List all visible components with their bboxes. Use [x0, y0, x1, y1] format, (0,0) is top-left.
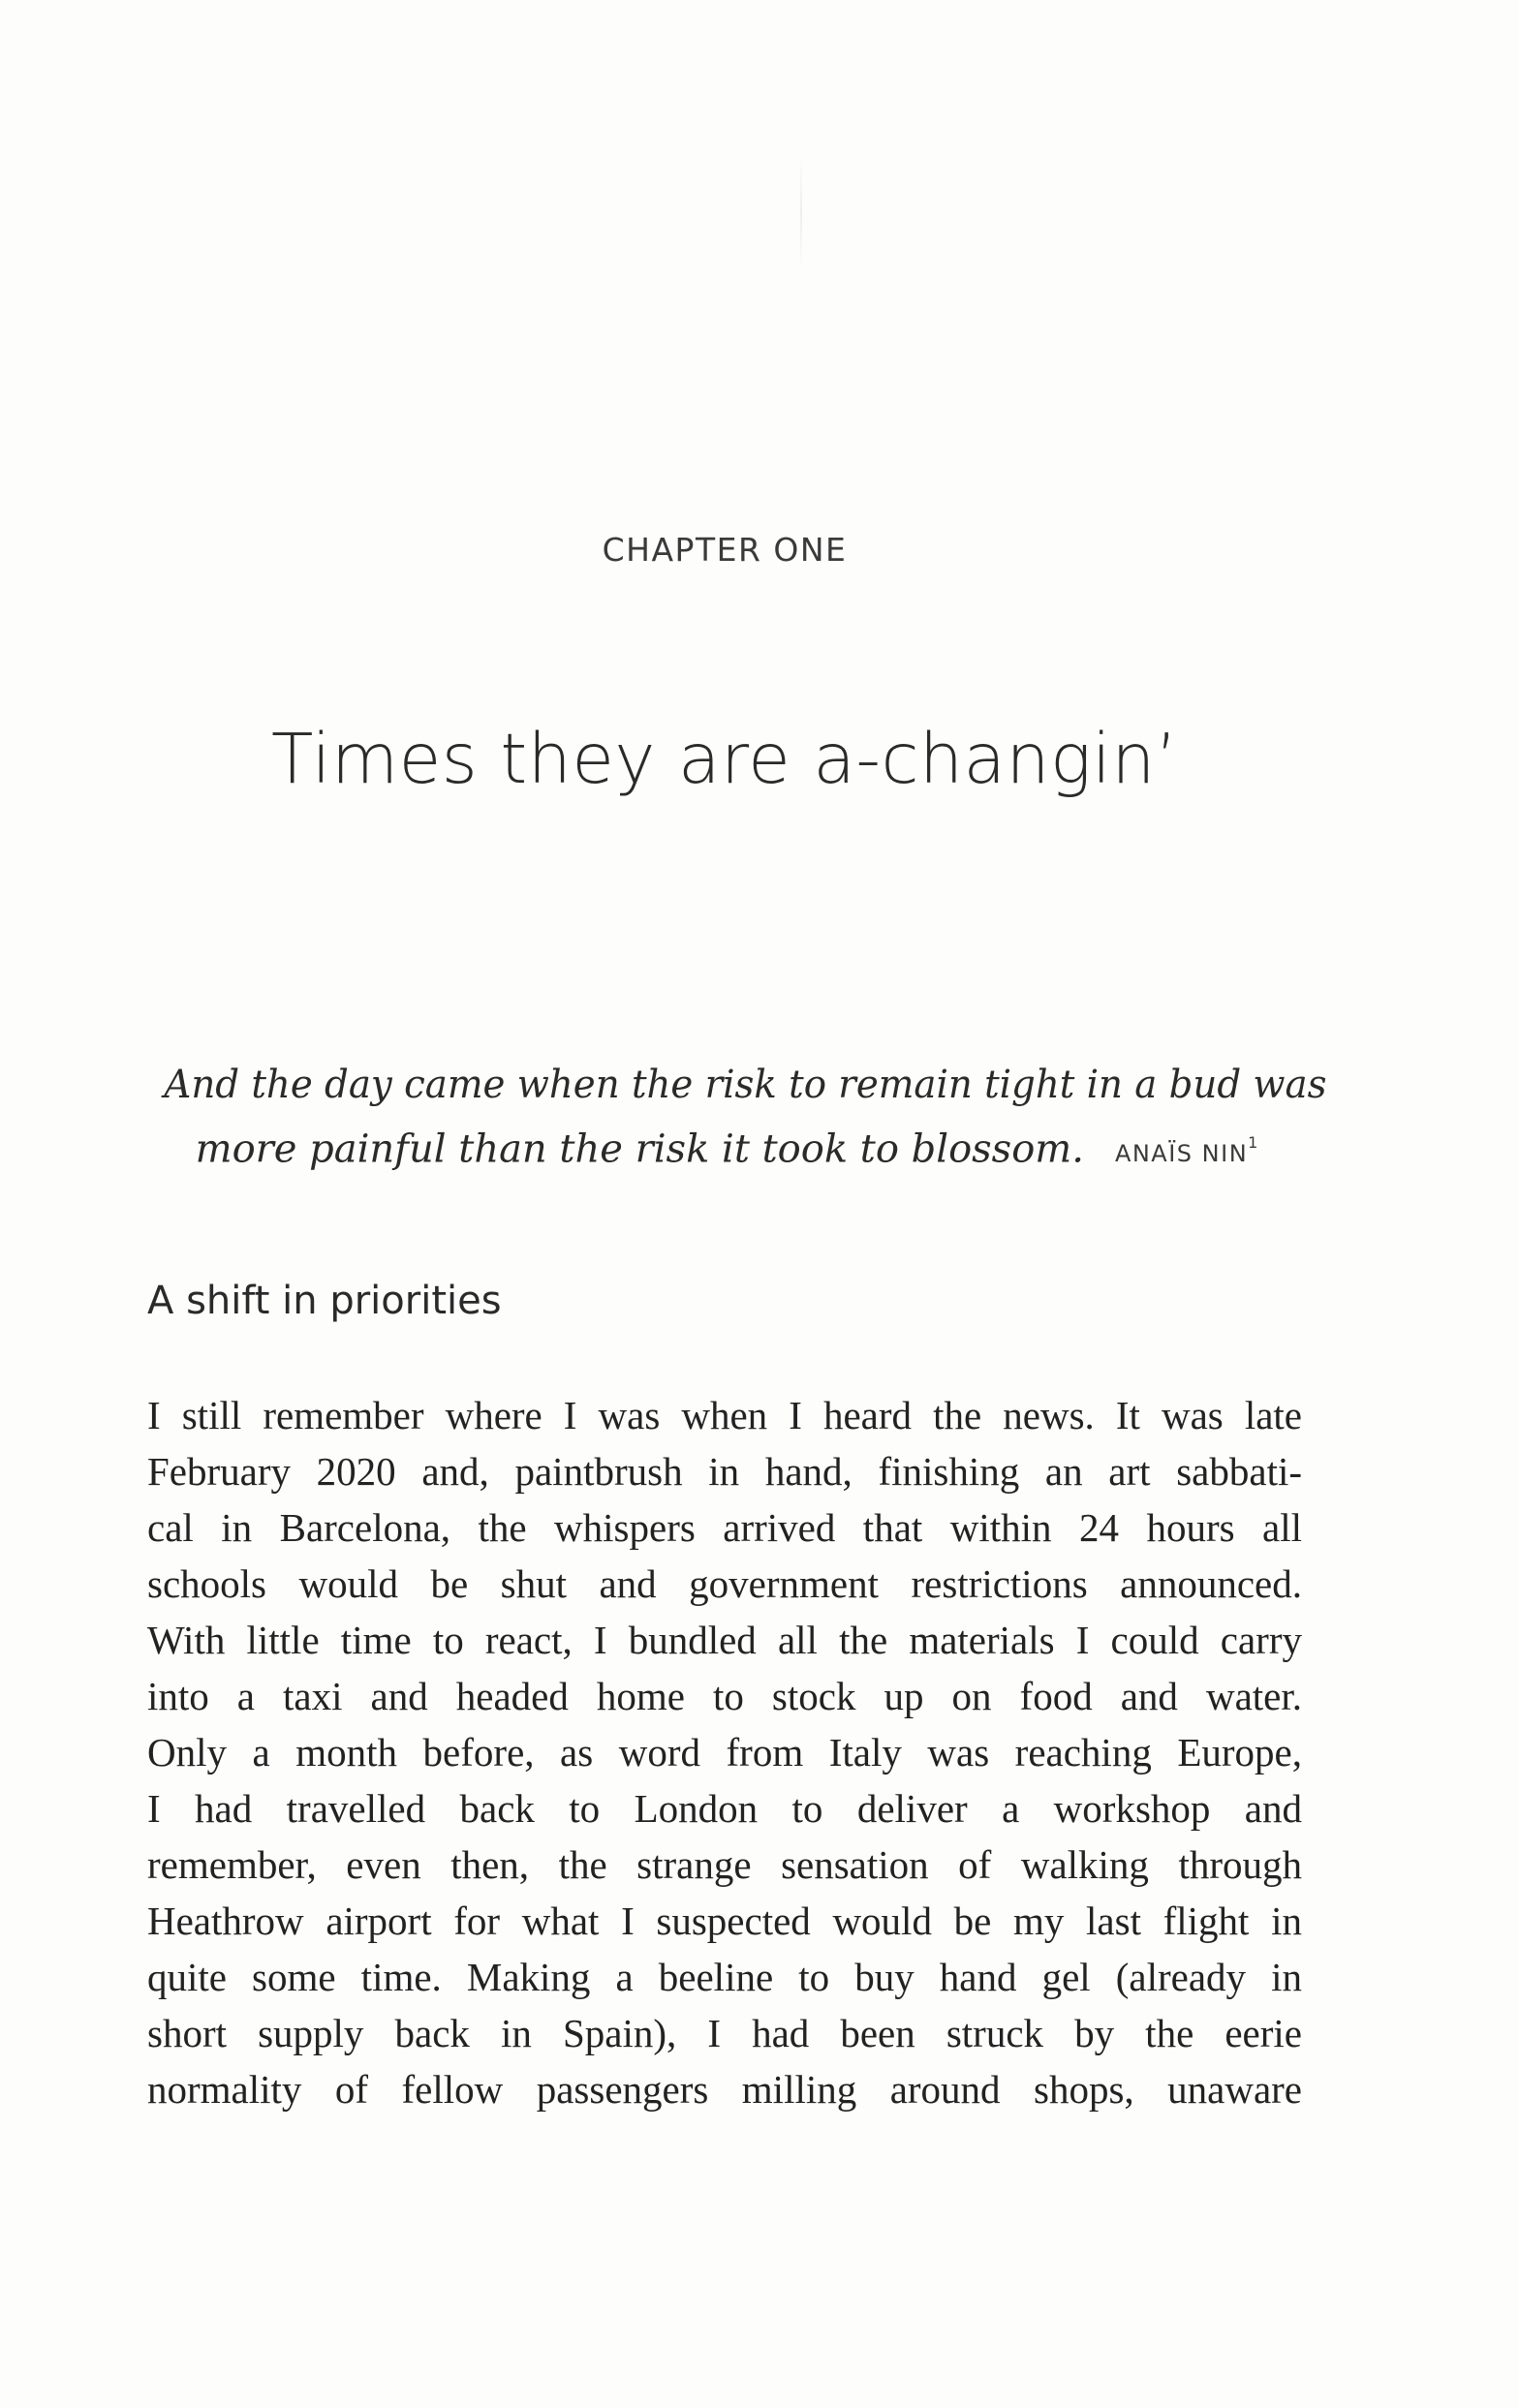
body-line: cal in Barcelona, the whispers arrived that within 24 hours all	[147, 1505, 1302, 1550]
body-line: into a taxi and headed home to stock up on food and water.	[147, 1674, 1302, 1718]
body-line: schools would be shut and government restrictions announced.	[147, 1561, 1302, 1606]
chapter-title: Times they are a-changin’	[271, 719, 1178, 799]
body-line: short supply back in Spain), I had been struck by the eerie	[147, 2011, 1302, 2055]
body-line: I had travelled back to London to deliver a workshop and	[147, 1786, 1302, 1831]
body-line: remember, even then, the strange sensation of walking through	[147, 1842, 1302, 1887]
epigraph-text: more painful than the risk it took to blossom.	[195, 1127, 1084, 1172]
body-line: normality of fellow passengers milling around shops, unaware	[147, 2067, 1302, 2112]
epigraph	[145, 1056, 1327, 1183]
epigraph-text: And the day came when the risk to remain tight in a bud was	[164, 1063, 1327, 1107]
chapter-label: CHAPTER ONE	[602, 531, 848, 569]
footnote-reference: 1	[1248, 1133, 1258, 1152]
body-line: Only a month before, as word from Italy was reaching Europe,	[147, 1730, 1302, 1775]
section-heading: A shift in priorities	[147, 1279, 502, 1323]
body-line: With little time to react, I bundled all the materials I could carry	[147, 1618, 1302, 1662]
epigraph-attribution: ANAÏS NIN	[1114, 1140, 1249, 1168]
body-line: I still remember where I was when I heard the news. It was late	[147, 1393, 1302, 1437]
scan-artifact	[800, 155, 802, 271]
body-paragraph	[147, 1387, 1302, 2117]
body-line: February 2020 and, paintbrush in hand, finishing an art sabbati-	[147, 1449, 1302, 1494]
body-line: quite some time. Making a beeline to buy hand gel (already in	[147, 1955, 1302, 1999]
epigraph-line	[145, 1114, 1308, 1183]
epigraph-line	[164, 1056, 1327, 1114]
body-line: Heathrow airport for what I suspected would be my last flight in	[147, 1899, 1302, 1943]
